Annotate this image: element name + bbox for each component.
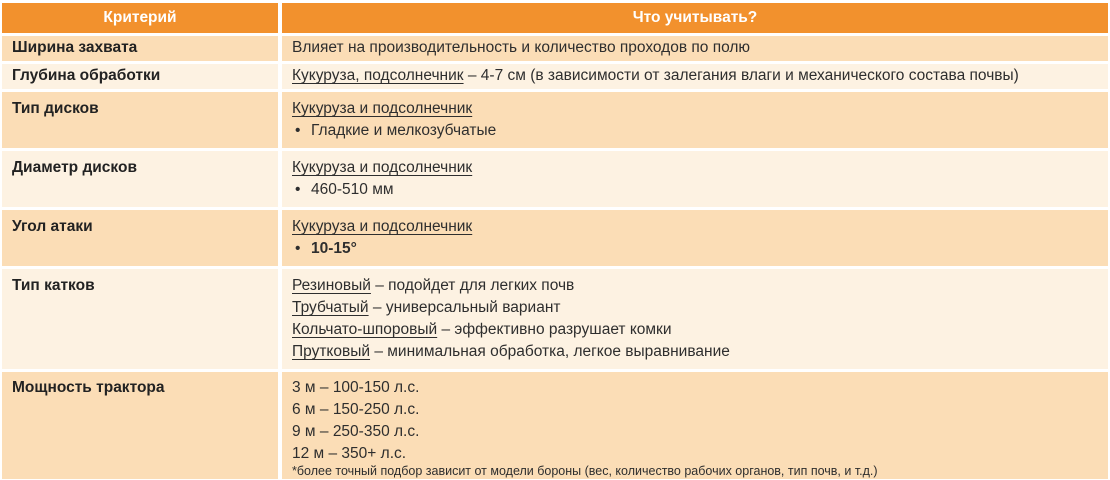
consider-line <box>292 157 1098 179</box>
text-segment: 460-510 мм <box>311 181 394 198</box>
text-segment: Кукуруза и подсолнечник <box>292 218 473 235</box>
consider-line <box>292 98 1098 120</box>
header-cell-consider <box>282 3 1108 33</box>
text-segment: – подойдет для легких почв <box>370 277 575 294</box>
consider-cell <box>282 36 1108 61</box>
text-segment: Кольчато-шпоровый <box>292 321 438 338</box>
consider-cell <box>282 210 1108 266</box>
consider-line <box>292 65 1098 87</box>
bullet-icon: • <box>295 240 301 257</box>
criterion-cell <box>2 64 278 89</box>
header-criterion-label: Критерий <box>103 9 177 26</box>
text-segment: – минимальная обработка, легкое выравнивание <box>370 343 730 360</box>
criterion-cell <box>2 151 278 207</box>
consider-cell <box>282 372 1108 479</box>
table-row <box>2 36 1108 61</box>
text-segment: Прутковый <box>292 343 371 360</box>
criterion-label: Мощность трактора <box>12 379 165 396</box>
consider-line <box>292 37 1098 59</box>
text-segment: – универсальный вариант <box>368 299 561 316</box>
text-segment: 10-15° <box>311 240 357 257</box>
consider-cell <box>282 269 1108 369</box>
consider-line <box>292 421 1098 443</box>
consider-line <box>292 297 1098 319</box>
table-row <box>2 64 1108 89</box>
consider-line <box>292 275 1098 297</box>
text-segment: Кукуруза, подсолнечник <box>292 67 464 84</box>
criterion-cell <box>2 92 278 148</box>
consider-line <box>292 399 1098 421</box>
text-segment: 6 м – 150-250 л.с. <box>292 401 420 418</box>
criterion-label: Тип катков <box>12 277 95 294</box>
text-segment: Влияет на производительность и количество проходов по полю <box>292 39 751 56</box>
table-body <box>2 36 1108 479</box>
text-segment: – 4-7 см (в зависимости от залегания влаги и механического состава почвы) <box>463 67 1019 84</box>
text-segment: 3 м – 100-150 л.с. <box>292 379 420 396</box>
consider-line <box>292 179 1098 201</box>
consider-line <box>292 377 1098 399</box>
consider-line <box>292 120 1098 142</box>
consider-cell <box>282 92 1108 148</box>
bullet-icon: • <box>295 181 301 198</box>
header-cell-criterion <box>2 3 278 33</box>
criterion-label: Тип дисков <box>12 100 99 117</box>
table-row <box>2 269 1108 369</box>
table-row <box>2 92 1108 148</box>
criterion-label: Ширина захвата <box>12 39 138 56</box>
consider-cell <box>282 151 1108 207</box>
table-row <box>2 151 1108 207</box>
text-segment: Кукуруза и подсолнечник <box>292 100 473 117</box>
consider-line <box>292 319 1098 341</box>
criterion-cell <box>2 372 278 479</box>
criterion-label: Глубина обработки <box>12 67 161 84</box>
criterion-cell <box>2 210 278 266</box>
consider-line <box>292 341 1098 363</box>
consider-line <box>292 216 1098 238</box>
consider-cell <box>282 64 1108 89</box>
consider-line <box>292 238 1098 260</box>
text-segment: Гладкие и мелкозубчатые <box>311 122 497 139</box>
bullet-icon: • <box>295 122 301 139</box>
table-row <box>2 210 1108 266</box>
text-segment: 12 м – 350+ л.с. <box>292 445 407 462</box>
criterion-cell <box>2 36 278 61</box>
criterion-label: Угол атаки <box>12 218 93 235</box>
text-segment: Трубчатый <box>292 299 369 316</box>
consider-line <box>292 443 1098 465</box>
text-segment: 9 м – 250-350 л.с. <box>292 423 420 440</box>
criterion-label: Диаметр дисков <box>12 159 137 176</box>
text-segment: Резиновый <box>292 277 371 294</box>
text-segment: *более точный подбор зависит от модели бороны (вес, количество рабочих органов, тип почв, и т.д.) <box>292 464 878 478</box>
text-segment: – эффективно разрушает комки <box>437 321 672 338</box>
header-consider-label: Что учитывать? <box>632 9 758 26</box>
consider-footnote <box>292 465 1098 478</box>
table-header-row <box>2 3 1108 33</box>
text-segment: Кукуруза и подсолнечник <box>292 159 473 176</box>
criterion-cell <box>2 269 278 369</box>
table-row <box>2 372 1108 479</box>
